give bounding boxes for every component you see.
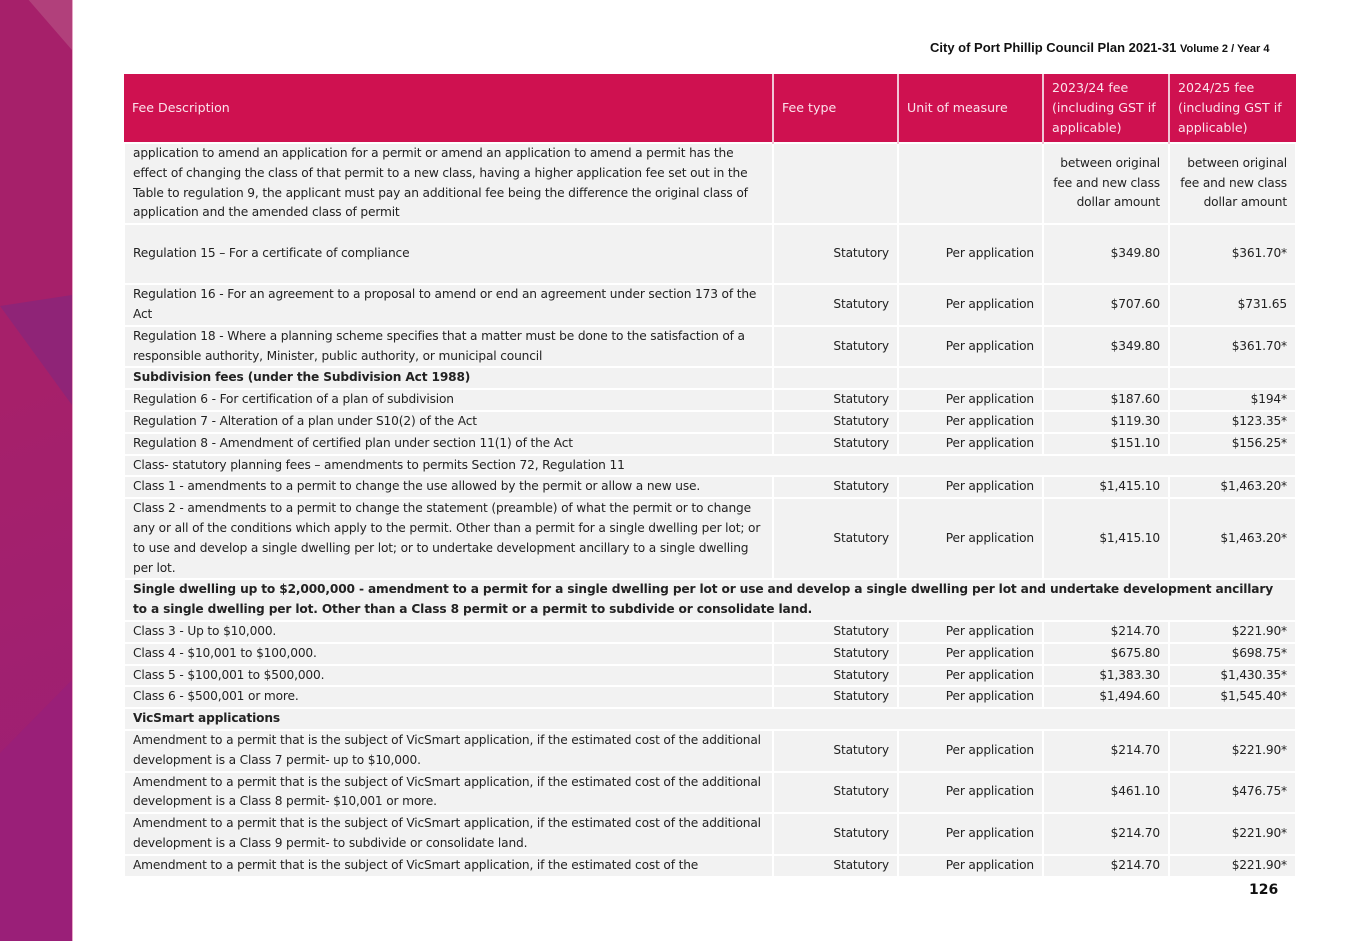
fee-description-cell: Amendment to a permit that is the subject of VicSmart application, if the estimated cost of the additional development is a Class 7 permit- up to $10,000. bbox=[124, 730, 773, 772]
unit-of-measure-cell: Per application bbox=[898, 643, 1043, 665]
fee-description-cell: Class 6 - $500,001 or more. bbox=[124, 686, 773, 708]
column-header-fee-type: Fee type bbox=[773, 74, 898, 143]
table-row bbox=[124, 476, 1296, 498]
fee-2024-25-cell bbox=[1169, 367, 1296, 389]
table-row bbox=[124, 643, 1296, 665]
fee-description-cell: Amendment to a permit that is the subject of VicSmart application, if the estimated cost of the bbox=[124, 855, 773, 877]
fee-type-cell bbox=[773, 367, 898, 389]
fee-type-cell: Statutory bbox=[773, 665, 898, 687]
fee-type-cell: Statutory bbox=[773, 498, 898, 579]
fee-2024-25-cell: $1,430.35* bbox=[1169, 665, 1296, 687]
fee-2024-25-cell: $731.65 bbox=[1169, 284, 1296, 326]
fee-2024-25-cell: $221.90* bbox=[1169, 813, 1296, 855]
unit-of-measure-cell: Per application bbox=[898, 284, 1043, 326]
fee-2024-25-cell: $476.75* bbox=[1169, 772, 1296, 814]
section-header-row bbox=[124, 708, 1296, 730]
unit-of-measure-cell: Per application bbox=[898, 498, 1043, 579]
sidebar-edge bbox=[72, 0, 73, 941]
unit-of-measure-cell: Per application bbox=[898, 326, 1043, 368]
unit-of-measure-cell: Per application bbox=[898, 433, 1043, 455]
table-row bbox=[124, 855, 1296, 877]
fee-2023-24-cell: $349.80 bbox=[1043, 326, 1169, 368]
fee-description-cell: Regulation 15 – For a certificate of compliance bbox=[124, 224, 773, 284]
fee-description-cell: Regulation 6 - For certification of a plan of subdivision bbox=[124, 389, 773, 411]
fee-2024-25-cell: $123.35* bbox=[1169, 411, 1296, 433]
table-row bbox=[124, 665, 1296, 687]
unit-of-measure-cell: Per application bbox=[898, 730, 1043, 772]
page-number: 126 bbox=[1249, 882, 1279, 898]
fee-2023-24-cell: $461.10 bbox=[1043, 772, 1169, 814]
document-header bbox=[930, 40, 1269, 55]
fee-2023-24-cell: $1,415.10 bbox=[1043, 476, 1169, 498]
unit-of-measure-cell: Per application bbox=[898, 389, 1043, 411]
fee-description-cell: Class 3 - Up to $10,000. bbox=[124, 621, 773, 643]
unit-of-measure-cell: Per application bbox=[898, 855, 1043, 877]
table-header-row bbox=[124, 74, 1296, 143]
fee-2023-24-cell: $707.60 bbox=[1043, 284, 1169, 326]
fee-description-cell: Class 4 - $10,001 to $100,000. bbox=[124, 643, 773, 665]
fee-2023-24-cell: $214.70 bbox=[1043, 621, 1169, 643]
fee-description-cell: Regulation 16 - For an agreement to a proposal to amend or end an agreement under section 173 of the Act bbox=[124, 284, 773, 326]
fee-type-cell: Statutory bbox=[773, 730, 898, 772]
fee-type-cell: Statutory bbox=[773, 621, 898, 643]
table-row bbox=[124, 411, 1296, 433]
fee-type-cell: Statutory bbox=[773, 326, 898, 368]
section-header-row bbox=[124, 367, 1296, 389]
fee-type-cell: Statutory bbox=[773, 224, 898, 284]
table-row bbox=[124, 498, 1296, 579]
fee-description-cell: Subdivision fees (under the Subdivision Act 1988) bbox=[124, 367, 773, 389]
fee-2023-24-cell: $675.80 bbox=[1043, 643, 1169, 665]
table-row bbox=[124, 813, 1296, 855]
fee-2023-24-cell: $214.70 bbox=[1043, 813, 1169, 855]
unit-of-measure-cell: Per application bbox=[898, 686, 1043, 708]
fee-2023-24-cell: $151.10 bbox=[1043, 433, 1169, 455]
unit-of-measure-cell: Per application bbox=[898, 772, 1043, 814]
fee-description-cell: Class 1 - amendments to a permit to change the use allowed by the permit or allow a new use. bbox=[124, 476, 773, 498]
document-subtitle: Volume 2 / Year 4 bbox=[1179, 43, 1270, 55]
column-header-fee-2023-24: 2023/24 fee (including GST if applicable) bbox=[1043, 74, 1169, 143]
table-row bbox=[124, 284, 1296, 326]
fee-2024-25-cell: between original fee and new class dollar amount bbox=[1169, 143, 1296, 224]
fee-2024-25-cell: $361.70* bbox=[1169, 224, 1296, 284]
fee-2024-25-cell: $194* bbox=[1169, 389, 1296, 411]
fee-2024-25-cell: $361.70* bbox=[1169, 326, 1296, 368]
fee-2023-24-cell bbox=[1043, 367, 1169, 389]
unit-of-measure-cell: Per application bbox=[898, 476, 1043, 498]
column-header-fee-2024-25: 2024/25 fee (including GST if applicable) bbox=[1169, 74, 1296, 143]
fee-2024-25-cell: $221.90* bbox=[1169, 855, 1296, 877]
fee-2024-25-cell: $156.25* bbox=[1169, 433, 1296, 455]
fee-2024-25-cell: $221.90* bbox=[1169, 730, 1296, 772]
fee-type-cell: Statutory bbox=[773, 411, 898, 433]
unit-of-measure-cell: Per application bbox=[898, 224, 1043, 284]
fee-type-cell: Statutory bbox=[773, 284, 898, 326]
table-row bbox=[124, 686, 1296, 708]
unit-of-measure-cell: Per application bbox=[898, 411, 1043, 433]
fee-2024-25-cell: $1,463.20* bbox=[1169, 476, 1296, 498]
fee-type-cell: Statutory bbox=[773, 643, 898, 665]
fee-description-cell: Class- statutory planning fees – amendments to permits Section 72, Regulation 11 bbox=[124, 455, 1296, 477]
fee-2023-24-cell: $214.70 bbox=[1043, 855, 1169, 877]
fee-type-cell: Statutory bbox=[773, 433, 898, 455]
fee-description-cell: application to amend an application for a permit or amend an application to amend a permit has the effect of changing the class of that permit to a new class, having a higher application fee set out in the Table to regulation 9, the applicant must pay an additional fee being the difference the original class of application and the amended class of permit bbox=[124, 143, 773, 224]
fee-2023-24-cell: $1,494.60 bbox=[1043, 686, 1169, 708]
unit-of-measure-cell bbox=[898, 367, 1043, 389]
table-row bbox=[124, 143, 1296, 224]
fee-type-cell: Statutory bbox=[773, 686, 898, 708]
fee-2024-25-cell: $698.75* bbox=[1169, 643, 1296, 665]
fee-2024-25-cell: $1,463.20* bbox=[1169, 498, 1296, 579]
fee-type-cell: Statutory bbox=[773, 772, 898, 814]
fee-2023-24-cell: between original fee and new class dollar amount bbox=[1043, 143, 1169, 224]
fee-type-cell: Statutory bbox=[773, 855, 898, 877]
fee-description-cell: Amendment to a permit that is the subject of VicSmart application, if the estimated cost of the additional development is a Class 8 permit- $10,001 or more. bbox=[124, 772, 773, 814]
table-row bbox=[124, 455, 1296, 477]
column-header-unit-of-measure: Unit of measure bbox=[898, 74, 1043, 143]
fee-type-cell: Statutory bbox=[773, 813, 898, 855]
unit-of-measure-cell: Per application bbox=[898, 621, 1043, 643]
fee-type-cell: Statutory bbox=[773, 389, 898, 411]
fee-description-cell: Regulation 18 - Where a planning scheme specifies that a matter must be done to the satisfaction of a responsible authority, Minister, public authority, or municipal council bbox=[124, 326, 773, 368]
fee-description-cell: Class 2 - amendments to a permit to change the statement (preamble) of what the permit or to change any or all of the conditions which apply to the permit. Other than a permit for a single dwelling per lot; or to use and develop a single dwelling per lot; or to undertake development ancillary to a single dwelling per lot. bbox=[124, 498, 773, 579]
table-row bbox=[124, 326, 1296, 368]
table-row bbox=[124, 730, 1296, 772]
fee-2023-24-cell: $349.80 bbox=[1043, 224, 1169, 284]
unit-of-measure-cell: Per application bbox=[898, 813, 1043, 855]
section-header-row bbox=[124, 579, 1296, 621]
fee-2024-25-cell: $221.90* bbox=[1169, 621, 1296, 643]
table-row bbox=[124, 433, 1296, 455]
fee-2023-24-cell: $1,415.10 bbox=[1043, 498, 1169, 579]
sidebar-shape bbox=[20, 0, 72, 50]
fee-description-cell: VicSmart applications bbox=[124, 708, 1296, 730]
unit-of-measure-cell: Per application bbox=[898, 665, 1043, 687]
fee-2023-24-cell: $187.60 bbox=[1043, 389, 1169, 411]
decorative-sidebar bbox=[0, 0, 72, 941]
unit-of-measure-cell bbox=[898, 143, 1043, 224]
table-row bbox=[124, 772, 1296, 814]
fee-description-cell: Regulation 8 - Amendment of certified plan under section 11(1) of the Act bbox=[124, 433, 773, 455]
fee-description-cell: Class 5 - $100,001 to $500,000. bbox=[124, 665, 773, 687]
table-row bbox=[124, 621, 1296, 643]
fee-description-cell: Amendment to a permit that is the subject of VicSmart application, if the estimated cost of the additional development is a Class 9 permit- to subdivide or consolidate land. bbox=[124, 813, 773, 855]
fee-2023-24-cell: $119.30 bbox=[1043, 411, 1169, 433]
fee-2023-24-cell: $1,383.30 bbox=[1043, 665, 1169, 687]
table-row bbox=[124, 389, 1296, 411]
fee-type-cell bbox=[773, 143, 898, 224]
table-row bbox=[124, 224, 1296, 284]
fee-description-cell: Single dwelling up to $2,000,000 - amendment to a permit for a single dwelling per lot or use and develop a single dwelling per lot and undertake development ancillary to a single dwelling per lot. Other than a Class 8 permit or a permit to subdivide or consolidate land. bbox=[124, 579, 1296, 621]
document-title: City of Port Phillip Council Plan 2021-31 bbox=[930, 40, 1177, 55]
fee-description-cell: Regulation 7 - Alteration of a plan under S10(2) of the Act bbox=[124, 411, 773, 433]
fees-table bbox=[123, 74, 1297, 878]
fee-2024-25-cell: $1,545.40* bbox=[1169, 686, 1296, 708]
fee-2023-24-cell: $214.70 bbox=[1043, 730, 1169, 772]
fee-type-cell: Statutory bbox=[773, 476, 898, 498]
column-header-fee-description: Fee Description bbox=[124, 74, 773, 143]
